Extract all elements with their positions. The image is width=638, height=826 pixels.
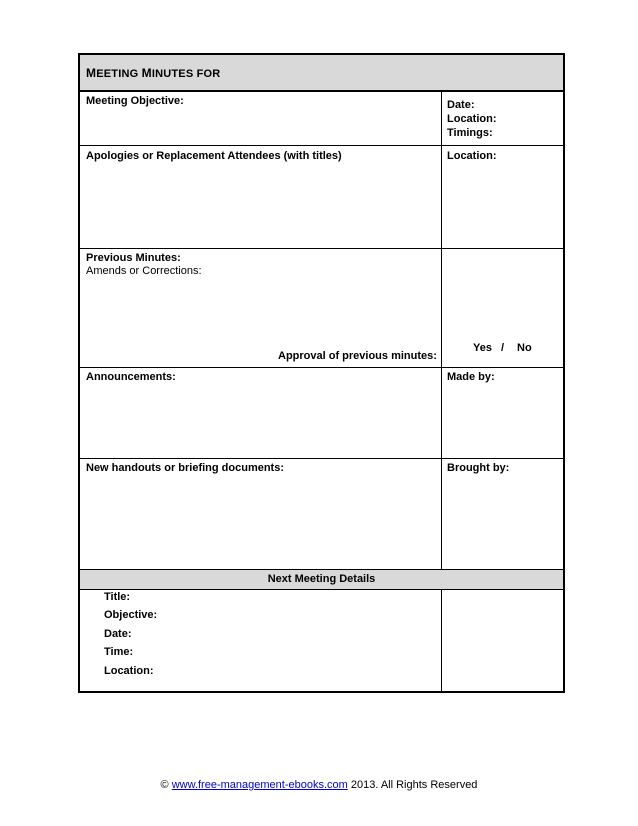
amends-corrections-label: Amends or Corrections: — [86, 265, 202, 277]
handouts-field[interactable] — [81, 477, 440, 567]
apologies-label: Apologies or Replacement Attendees (with titles) — [86, 150, 342, 162]
announcements-label: Announcements: — [86, 371, 176, 383]
approval-no-option[interactable]: No — [517, 342, 532, 354]
next-date-label: Date: — [104, 628, 132, 640]
apologies-field[interactable] — [81, 165, 440, 247]
next-title-label: Title: — [104, 591, 131, 603]
apologies-location-label: Location: — [447, 150, 497, 162]
next-meeting-title: Next Meeting Details — [267, 573, 376, 585]
previous-minutes-label: Previous Minutes: — [86, 252, 181, 264]
meeting-objective-label: Meeting Objective: — [86, 95, 184, 107]
amends-corrections-field[interactable] — [81, 280, 440, 348]
copyright-symbol: © — [160, 779, 169, 791]
next-objective-label: Objective: — [104, 609, 158, 621]
approval-label: Approval of previous minutes: — [278, 350, 437, 362]
timings-label: Timings: — [447, 127, 493, 139]
date-label: Date: — [447, 99, 475, 111]
rights-text: 2013. All Rights Reserved — [350, 779, 478, 791]
announcements-field[interactable] — [81, 386, 440, 456]
next-time-label: Time: — [104, 646, 134, 658]
made-by-label: Made by: — [447, 371, 495, 383]
approval-yes-option[interactable]: Yes — [473, 342, 492, 354]
location-label: Location: — [447, 113, 497, 125]
brought-by-label: Brought by: — [447, 462, 510, 474]
handouts-label: New handouts or briefing documents: — [86, 462, 285, 474]
approval-slash: / — [501, 342, 505, 354]
meeting-minutes-form — [78, 53, 565, 693]
footer — [0, 779, 638, 791]
next-location-label: Location: — [104, 665, 154, 677]
website-link[interactable]: www.free-management-ebooks.com — [171, 779, 348, 791]
meeting-objective-field[interactable] — [81, 107, 440, 144]
form-title: MEETING MINUTES FOR — [86, 66, 221, 80]
